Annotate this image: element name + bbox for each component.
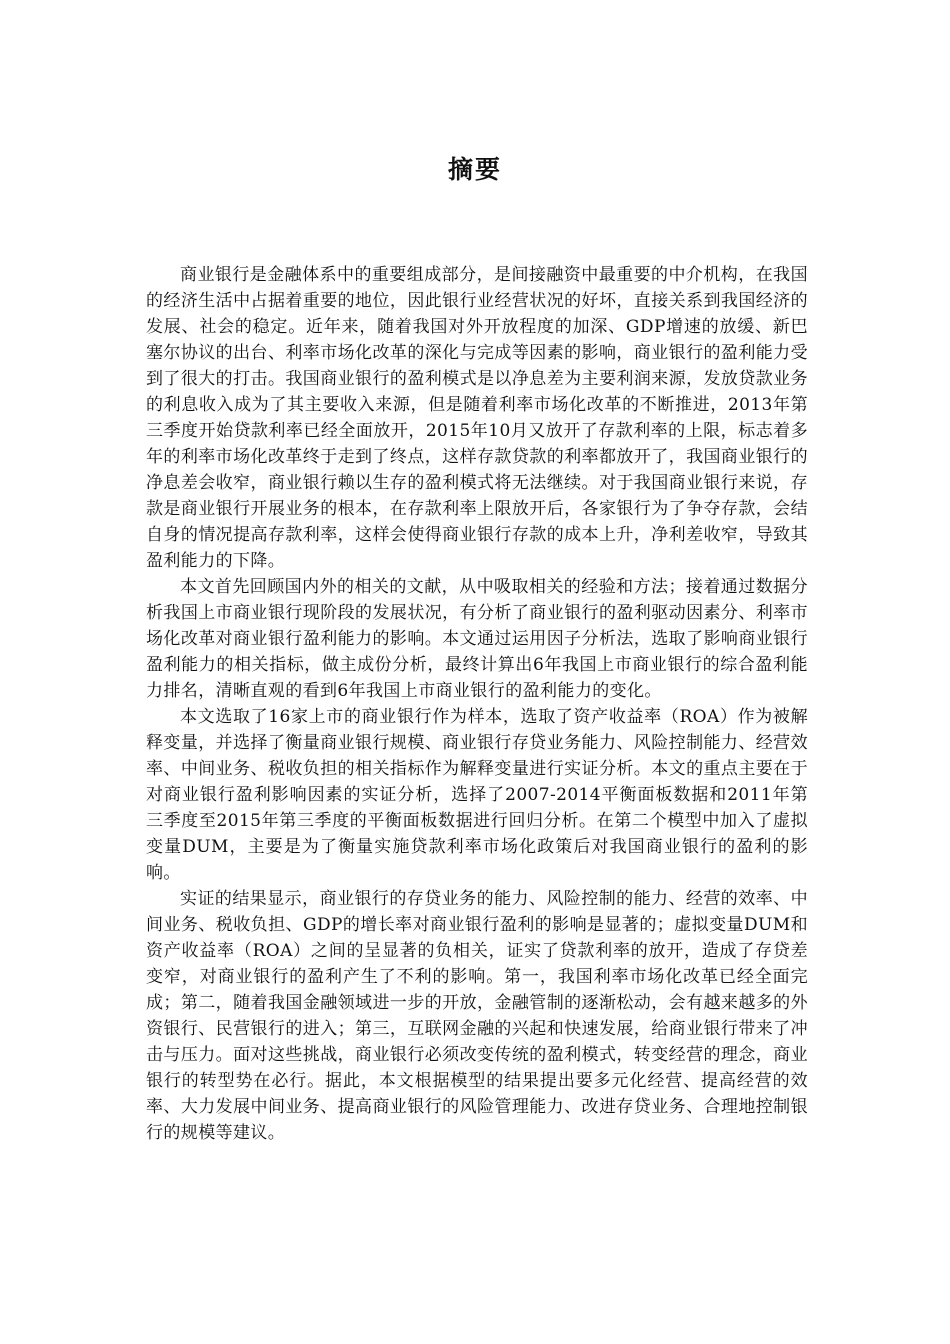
abstract-paragraph-3: 本文选取了16家上市的商业银行作为样本，选取了资产收益率（ROA）作为被解释变量，并选择了衡量商业银行规模、商业银行存贷业务能力、风险控制能力、经营效率、中间业务、税收负担的相关指标作为解释变量进行实证分析。本文的重点主要在于对商业银行盈利影响因素的实证分析，选择了2007-2014平衡面板数据和2011年第三季度至2015年第三季度的平衡面板数据进行回归分析。在第二个模型中加入了虚拟变量DUM，主要是为了衡量实施贷款利率市场化政策后对我国商业银行的盈利的影响。 (146, 707, 808, 883)
page-title: 摘要 (447, 155, 502, 184)
abstract-body (146, 262, 808, 1146)
abstract-paragraph-2: 本文首先回顾国内外的相关的文献，从中吸取相关的经验和方法；接着通过数据分析我国上市商业银行现阶段的发展状况，有分析了商业银行的盈利驱动因素分、利率市场化改革对商业银行盈利能力的影响。本文通过运用因子分析法，选取了影响商业银行盈利能力的相关指标，做主成份分析，最终计算出6年我国上市商业银行的综合盈利能力排名，清晰直观的看到6年我国上市商业银行的盈利能力的变化。 (146, 577, 808, 701)
abstract-paragraph-1: 商业银行是金融体系中的重要组成部分，是间接融资中最重要的中介机构，在我国的经济生活中占据着重要的地位，因此银行业经营状况的好坏，直接关系到我国经济的发展、社会的稳定。近年来，随着我国对外开放程度的加深、GDP增速的放缓、新巴塞尔协议的出台、利率市场化改革的深化与完成等因素的影响，商业银行的盈利能力受到了很大的打击。我国商业银行的盈利模式是以净息差为主要利润来源，发放贷款业务的利息收入成为了其主要收入来源，但是随着利率市场化改革的不断推进，2013年第三季度开始贷款利率已经全面放开，2015年10月又放开了存款利率的上限，标志着多年的利率市场化改革终于走到了终点，这样存款贷款的利率都放开了，我国商业银行的净息差会收窄，商业银行赖以生存的盈利模式将无法继续。对于我国商业银行来说，存款是商业银行开展业务的根本，在存款利率上限放开后，各家银行为了争夺存款，会结自身的情况提高存款利率，这样会使得商业银行存款的成本上升，净利差收窄，导致其盈利能力的下降。 (146, 265, 808, 571)
abstract-paragraph-4: 实证的结果显示，商业银行的存贷业务的能力、风险控制的能力、经营的效率、中间业务、税收负担、GDP的增长率对商业银行盈利的影响是显著的；虚拟变量DUM和资产收益率（ROA）之间的呈显著的负相关，证实了贷款利率的放开，造成了存贷差变窄，对商业银行的盈利产生了不利的影响。第一，我国利率市场化改革已经全面完成；第二，随着我国金融领域进一步的开放，金融管制的逐渐松动，会有越来越多的外资银行、民营银行的进入；第三，互联网金融的兴起和快速发展，给商业银行带来了冲击与压力。面对这些挑战，商业银行必须改变传统的盈利模式，转变经营的理念，商业银行的转型势在必行。据此，本文根据模型的结果提出要多元化经营、提高经营的效率、大力发展中间业务、提高商业银行的风险管理能力、改进存贷业务、合理地控制银行的规模等建议。 (146, 889, 808, 1143)
